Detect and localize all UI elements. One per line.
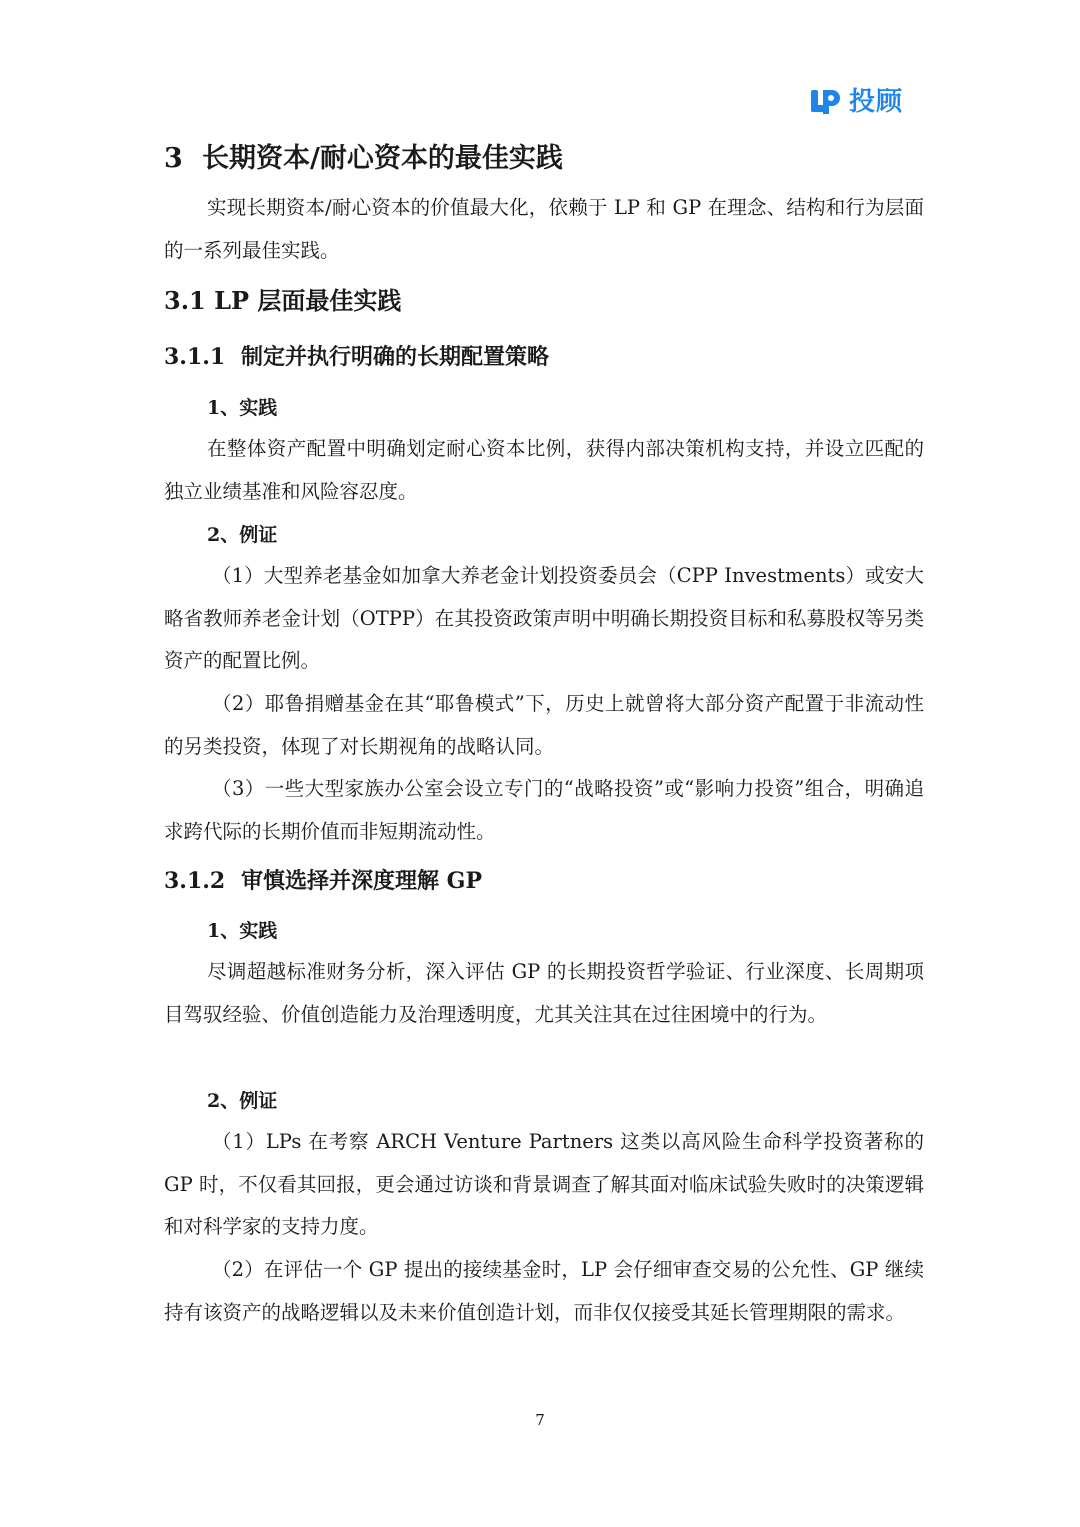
section-title: 长期资本/耐心资本的最佳实践 <box>202 143 563 174</box>
practice-paragraph: 在整体资产配置中明确划定耐心资本比例，获得内部决策机构支持，并设立匹配的独立业绩基准和风险容忍度。 <box>164 437 924 503</box>
example-label: 2、例证 <box>207 1090 278 1112</box>
practice-label: 1、实践 <box>207 397 278 419</box>
example-paragraph: （1）大型养老基金如加拿大养老金计划投资委员会（CPP Investments）或安大略省教师养老金计划（OTPP）在其投资政策声明中明确长期投资目标和私募股权等另类资产的配置比例。 <box>164 564 924 672</box>
page-number: 7 <box>535 1411 545 1429</box>
example-paragraph: （3）一些大型家族办公室会设立专门的“战略投资”或“影响力投资”组合，明确追求跨代际的长期价值而非短期流动性。 <box>164 777 924 843</box>
example-paragraph: （1）LPs 在考察 ARCH Venture Partners 这类以高风险生命科学投资著称的 GP 时，不仅看其回报，更会通过访谈和背景调查了解其面对临床试验失败时的决策逻辑和对科学家的支持力度。 <box>164 1130 924 1238</box>
subsubsection-title: 制定并执行明确的长期配置策略 <box>241 344 550 370</box>
example-paragraph: （2）耶鲁捐赠基金在其“耶鲁模式”下，历史上就曾将大部分资产配置于非流动性的另类投资，体现了对长期视角的战略认同。 <box>164 692 924 758</box>
section-number: 3 <box>164 143 183 174</box>
section-heading <box>164 139 924 179</box>
subsubsection-heading <box>164 340 924 374</box>
example-paragraph: （2）在评估一个 GP 提出的接续基金时，LP 会仔细审查交易的公允性、GP 继续持有该资产的战略逻辑以及未来价值创造计划，而非仅仅接受其延长管理期限的需求。 <box>164 1258 924 1324</box>
logo-text: 投顾 <box>849 87 904 117</box>
lp-logo-icon <box>809 87 845 117</box>
example-label: 2、例证 <box>207 524 278 546</box>
practice-label: 1、实践 <box>207 920 278 942</box>
subsubsection-heading <box>164 864 924 898</box>
brand-logo <box>809 84 903 120</box>
subsubsection-number: 3.1.2 <box>164 868 226 894</box>
section-intro-paragraph: 实现长期资本/耐心资本的价值最大化，依赖于 LP 和 GP 在理念、结构和行为层面的一系列最佳实践。 <box>164 196 924 262</box>
practice-paragraph: 尽调超越标准财务分析，深入评估 GP 的长期投资哲学验证、行业深度、长周期项目驾驭经验、价值创造能力及治理透明度，尤其关注其在过往困境中的行为。 <box>164 960 924 1026</box>
subsection-heading: 3.1 LP 层面最佳实践 <box>164 286 402 315</box>
subsubsection-number: 3.1.1 <box>164 344 226 370</box>
subsubsection-title: 审慎选择并深度理解 GP <box>241 868 482 894</box>
